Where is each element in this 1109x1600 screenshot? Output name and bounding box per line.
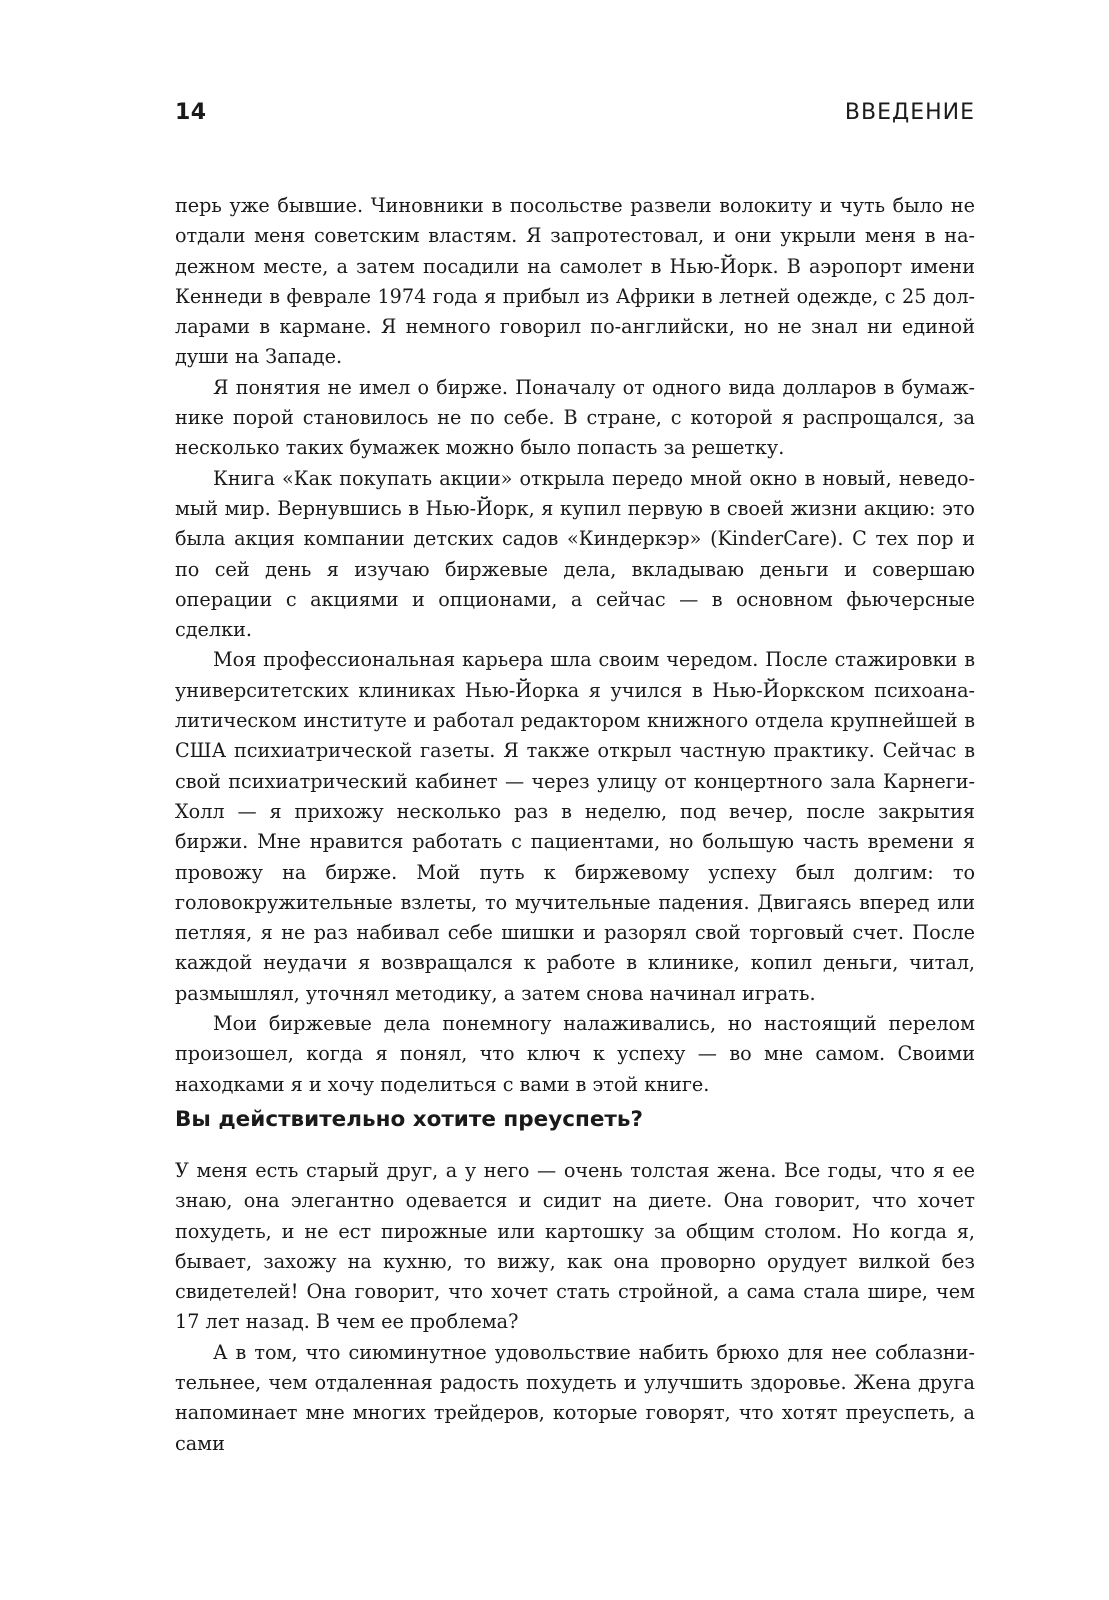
paragraph: Книга «Как покупать акции» открыла передо мной окно в новый, неведомый мир. Вернувшись в Нью-Йорк, я купил первую в своей жизни акцию: это была акция компании детских садов «Киндеркэр» (KinderCare). С тех пор и по сей день я изучаю биржевые дела, вкладываю деньги и совершаю операции с акциями и опционами, а сейчас — в основном фьючерсные сделки. xyxy=(175,466,975,642)
paragraph: Мои биржевые дела понемногу налаживались, но настоящий перелом произошел, когда я понял, что ключ к успеху — во мне самом. Своими находками я и хочу поделиться с вами в этой книге. xyxy=(175,1012,975,1096)
section-text xyxy=(175,1156,975,1459)
paragraph: Моя профессиональная карьера шла своим чередом. После стажировки в университетских клиниках Нью-Йорка я учился в Нью-Йоркском психоаналитическом институте и работал редактором книжного отдела крупнейшей в США психиатрической газеты. Я также открыл частную практику. Сейчас в свой психиатрический кабинет — через улицу от концертного зала Карнеги-Холл — я прихожу несколько раз в неделю, под вечер, после закрытия биржи. Мне нравится работать с пациентами, но большую часть времени я провожу на бирже. Мой путь к биржевому успеху был долгим: то головокружительные взлеты, то мучительные падения. Двигаясь вперед или петляя, я не раз набивал себе шишки и разорял свой торговый счет. После каждой неудачи я возвращался к работе в клинике, копил деньги, читал, размышлял, уточнял методику, а затем снова начинал играть. xyxy=(175,648,975,1005)
paragraph-continuation: перь уже бывшие. Чиновники в посольстве развели волокиту и чуть было не отдали меня советским властям. Я запротестовал, и они укрыли меня в надежном месте, а затем посадили на самолет в Нью-Йорк. В аэропорт имени Кеннеди в феврале 1974 года я прибыл из Африки в летней одежде, с 25 долларами в кармане. Я немного говорил по-английски, но не знал ни единой души на Западе. xyxy=(175,194,975,369)
running-head: ВВЕДЕНИЕ xyxy=(844,100,975,125)
paragraph: У меня есть старый друг, а у него — очень толстая жена. Все годы, что я ее знаю, она элегантно одевается и сидит на диете. Она говорит, что хочет похудеть, и не ест пирожные или картошку за общим столом. Но когда я, бывает, захожу на кухню, то вижу, как она проворно орудует вилкой без свидетелей! Она говорит, что хочет стать стройной, а сама стала шире, чем 17 лет назад. В чем ее проблема? xyxy=(175,1159,975,1334)
page-header xyxy=(175,100,975,134)
paragraph: Я понятия не имел о бирже. Поначалу от одного вида долларов в бумажнике порой становилось не по себе. В стране, с которой я распрощался, за несколько таких бумажек можно было попасть за решетку. xyxy=(175,375,975,460)
section-heading: Вы действительно хотите преуспеть? xyxy=(175,1107,643,1132)
paragraph: А в том, что сиюминутное удовольствие набить брюхо для нее соблазнительнее, чем отдаленная радость похудеть и улучшить здоровье. Жена друга напоминает мне многих трейдеров, которые говорят, что хотят преуспеть, а сами xyxy=(175,1340,975,1455)
page-number: 14 xyxy=(175,100,207,125)
intro-text xyxy=(175,191,975,1100)
